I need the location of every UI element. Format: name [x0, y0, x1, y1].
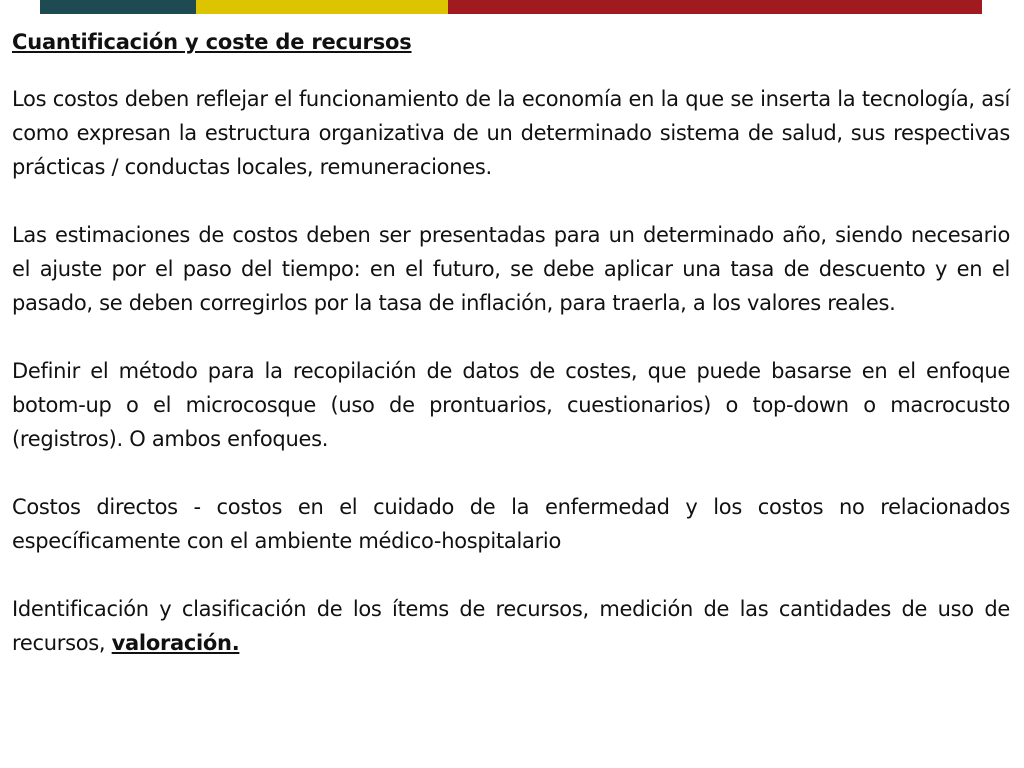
paragraph-5-text: Identificación y clasificación de los ítems de recursos, medición de las cantidades de uso de recursos, — [12, 597, 1010, 655]
paragraph-2: Las estimaciones de costos deben ser presentadas para un determinado año, siendo necesario el ajuste por el paso del tiempo: en el futuro, se debe aplicar una tasa de descuento y en el pasado, se deben corregirlos por la tasa de inflación, para traerla, a los valores reales. — [12, 223, 1010, 315]
slide-content — [12, 28, 1010, 694]
bar-segment-red — [448, 0, 982, 14]
paragraph-5 — [12, 592, 1010, 660]
slide-title: Cuantificación y coste de recursos — [12, 30, 412, 54]
paragraph-3: Definir el método para la recopilación de datos de costes, que puede basarse en el enfoque botom-up o el microcosque (uso de prontuarios, cuestionarios) o top-down o macrocusto (registros). O ambos enfoques. — [12, 359, 1010, 451]
bar-segment-yellow — [196, 0, 448, 14]
top-color-bar — [40, 0, 982, 14]
paragraph-4: Costos directos - costos en el cuidado de la enfermedad y los costos no relacionados específicamente con el ambiente médico-hospitalario — [12, 495, 1010, 553]
paragraph-1: Los costos deben reflejar el funcionamiento de la economía en la que se inserta la tecnología, así como expresan la estructura organizativa de un determinado sistema de salud, sus respectivas prácticas / conductas locales, remuneraciones. — [12, 87, 1010, 179]
bar-segment-teal — [40, 0, 196, 14]
emphasis-valoracion: valoración. — [111, 631, 240, 655]
